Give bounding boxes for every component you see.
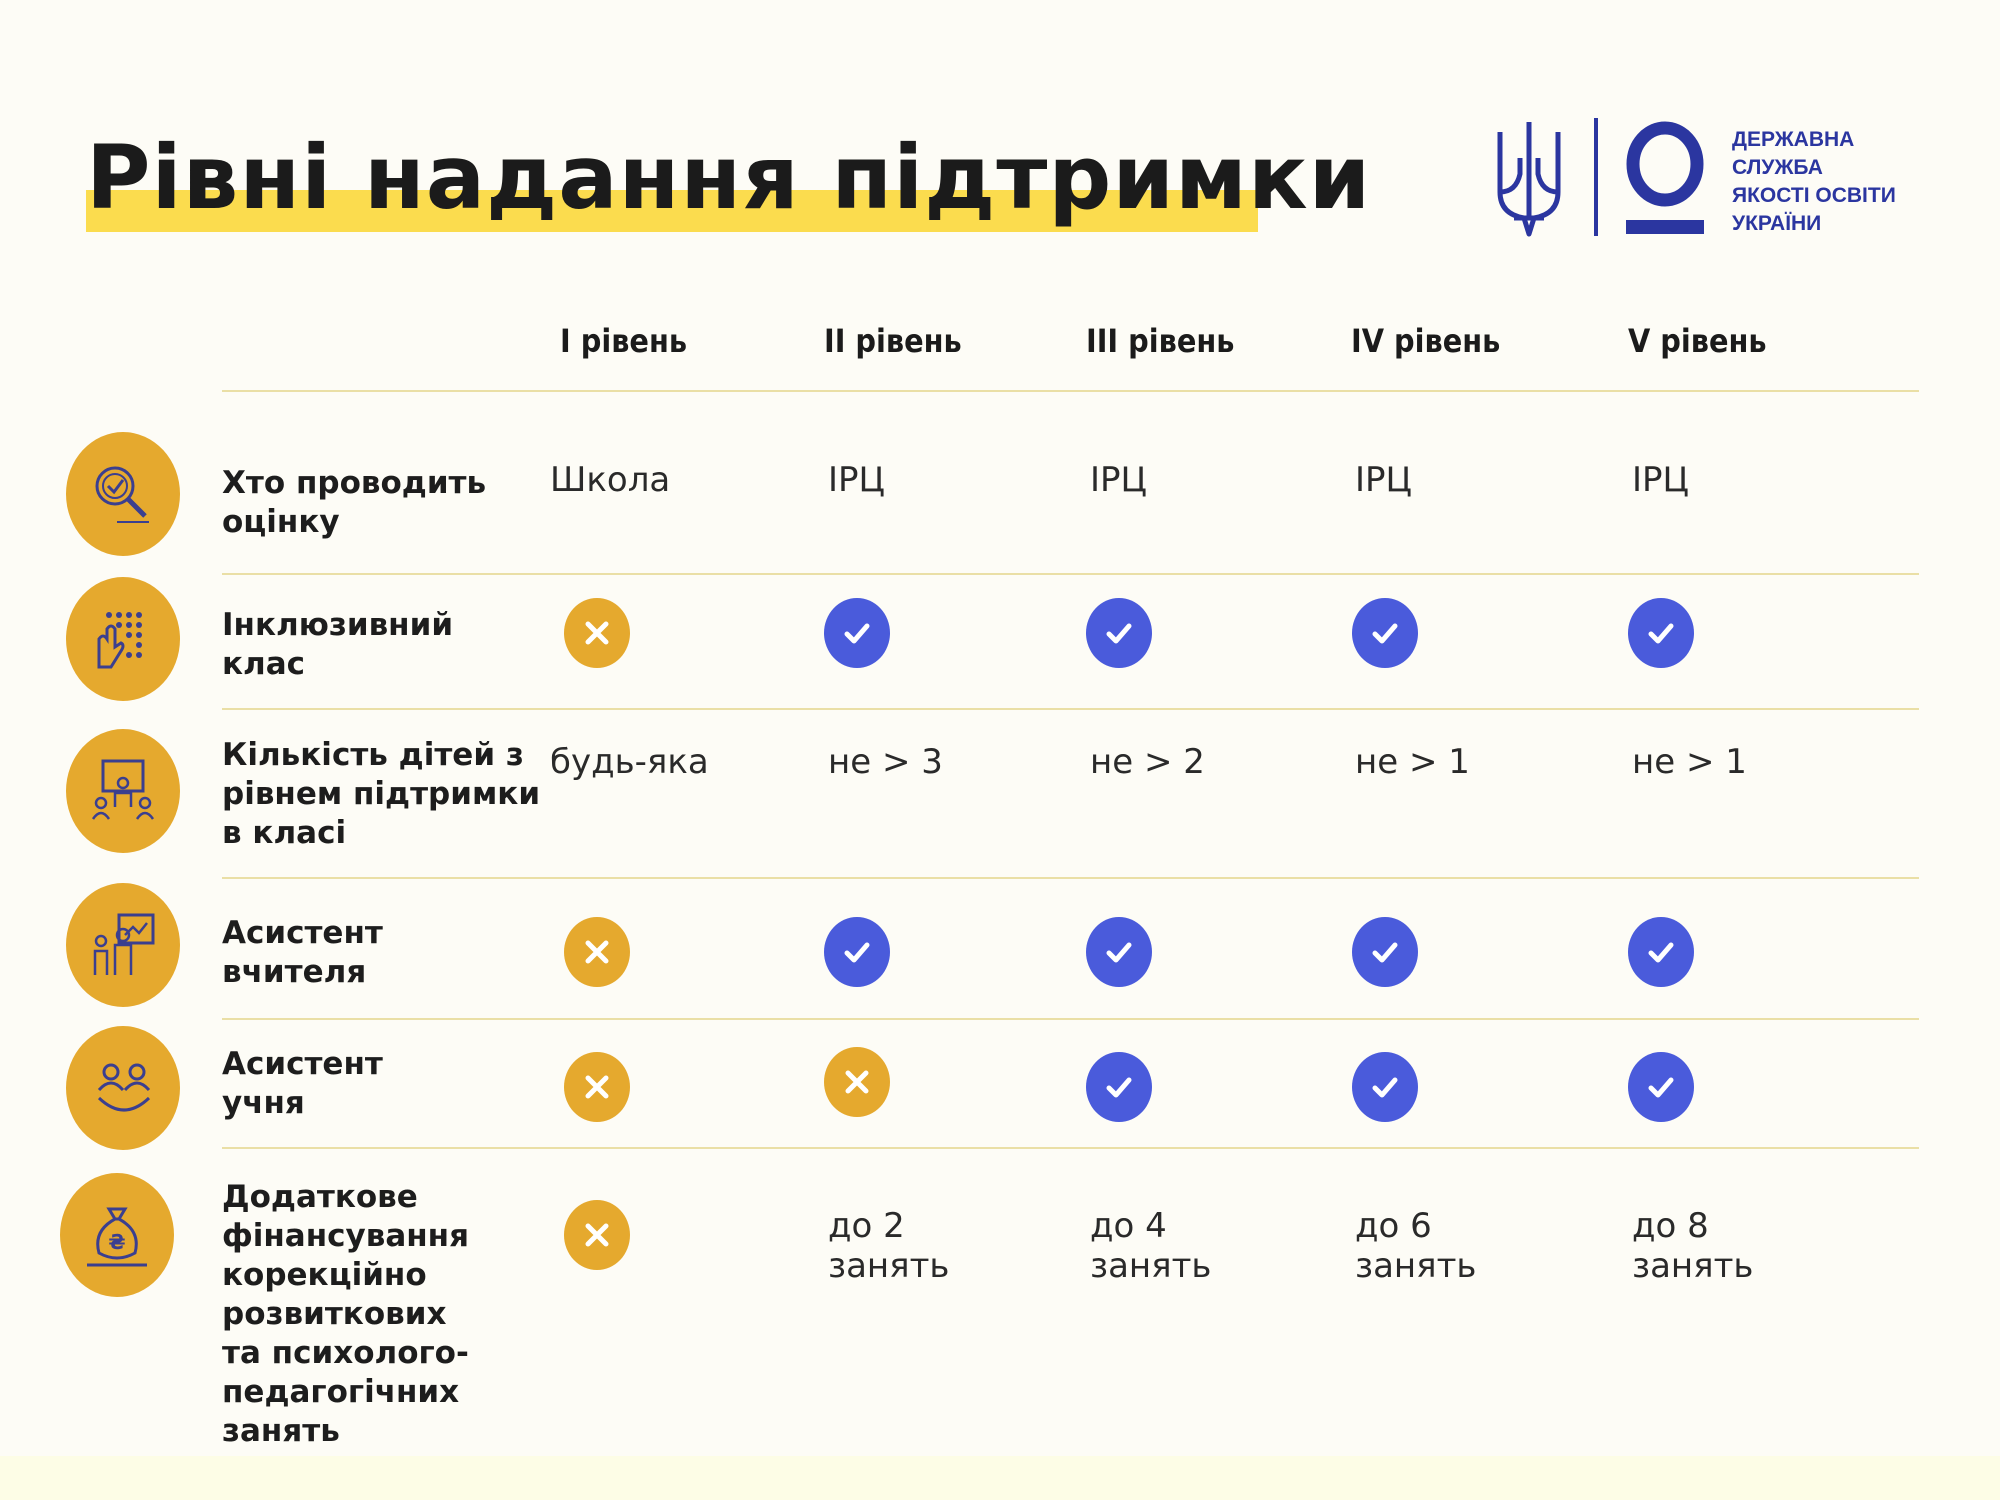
row-label-line: вчителя <box>222 954 367 990</box>
bottom-band <box>0 1456 2000 1500</box>
cell-value-line: будь-яка <box>550 742 709 782</box>
logo-text <box>1732 126 1932 238</box>
cell-value <box>828 742 943 782</box>
cell-value <box>1090 742 1205 782</box>
check-icon <box>824 917 890 987</box>
cross-icon <box>824 1047 890 1117</box>
cell-value-line: Школа <box>550 460 671 500</box>
cell-value-line: до 8 <box>1632 1206 1709 1246</box>
row-label <box>222 736 540 853</box>
trident-icon <box>1494 118 1564 240</box>
cell-value-line: не > 1 <box>1355 742 1470 782</box>
check-icon <box>1086 598 1152 668</box>
cell-value <box>1632 742 1747 782</box>
row-label-line: Асистент <box>222 1046 383 1082</box>
row-label-line: клас <box>222 646 306 682</box>
row-label-line: учня <box>222 1085 305 1121</box>
row-label <box>222 464 486 542</box>
check-icon <box>1352 598 1418 668</box>
row-label-line: фінансування <box>222 1218 470 1254</box>
row-icon-badge <box>66 883 180 1007</box>
two-people-icon <box>89 1054 157 1122</box>
row-icon-badge <box>60 1173 174 1297</box>
row-label-line: оцінку <box>222 504 340 540</box>
row-label <box>222 1178 469 1451</box>
cross-icon <box>564 917 630 987</box>
cell-value-line: не > 1 <box>1632 742 1747 782</box>
logo-divider <box>1594 118 1598 236</box>
cell-value-line: до 4 <box>1090 1206 1167 1246</box>
row-label-line: рівнем підтримки <box>222 776 541 812</box>
check-icon <box>1086 1052 1152 1122</box>
row-label-line: занять <box>222 1413 340 1449</box>
check-icon <box>1628 917 1694 987</box>
braille-hand-icon <box>89 605 157 673</box>
money-bag-icon <box>83 1201 151 1269</box>
row-label-line: Хто проводить <box>222 465 487 501</box>
title-block <box>86 118 1371 238</box>
check-icon <box>1352 1052 1418 1122</box>
cell-value <box>1632 460 1689 500</box>
row-label-line: Асистент <box>222 915 383 951</box>
cell-value <box>1355 742 1470 782</box>
row-icon-badge <box>66 577 180 701</box>
row-divider <box>222 1147 1919 1149</box>
row-label-line: розвиткових <box>222 1296 447 1332</box>
check-icon <box>1352 917 1418 987</box>
logo-line: СЛУЖБА <box>1732 156 1823 179</box>
teacher-board-icon <box>89 911 157 979</box>
row-label <box>222 1045 383 1123</box>
cell-value-line: до 6 <box>1355 1206 1432 1246</box>
cell-value-line: ІРЦ <box>828 460 885 500</box>
row-divider <box>222 1018 1919 1020</box>
row-label-line: корекційно <box>222 1257 427 1293</box>
column-header: I рівень <box>560 322 688 360</box>
cell-value-line: ІРЦ <box>1632 460 1689 500</box>
row-icon-badge <box>66 432 180 556</box>
cell-value-line: ІРЦ <box>1090 460 1147 500</box>
row-divider <box>222 877 1919 879</box>
row-label <box>222 914 383 992</box>
cell-value <box>550 742 709 782</box>
classroom-icon <box>89 757 157 825</box>
row-divider <box>222 573 1919 575</box>
logo-line: ЯКОСТІ ОСВІТИ <box>1732 184 1896 207</box>
svg-text:₴: ₴ <box>108 1230 126 1254</box>
row-label-line: педагогічних <box>222 1374 460 1410</box>
row-divider <box>222 390 1919 392</box>
cell-value-line: не > 2 <box>1090 742 1205 782</box>
cell-value-line: до 2 <box>828 1206 905 1246</box>
magnifier-check-icon <box>89 460 157 528</box>
cross-icon <box>564 1200 630 1270</box>
column-header: V рівень <box>1628 322 1767 360</box>
row-divider <box>222 708 1919 710</box>
cell-value <box>1632 1206 1753 1286</box>
logo-line: ДЕРЖАВНА <box>1732 128 1855 151</box>
row-label-line: Додаткове <box>222 1179 418 1215</box>
check-icon <box>1628 598 1694 668</box>
row-label <box>222 606 453 684</box>
row-icon-badge <box>66 1026 180 1150</box>
logo-line: УКРАЇНИ <box>1732 212 1822 235</box>
page-title: Рівні надання підтримки <box>86 126 1372 229</box>
cell-value-line: ІРЦ <box>1355 460 1412 500</box>
cell-value <box>550 460 670 500</box>
cross-icon <box>564 1052 630 1122</box>
check-icon <box>824 598 890 668</box>
cell-value <box>1355 460 1412 500</box>
cell-value <box>828 1206 949 1286</box>
check-icon <box>1628 1052 1694 1122</box>
cell-value-line: занять <box>1632 1246 1754 1286</box>
cross-icon <box>564 598 630 668</box>
cell-value-line: занять <box>1355 1246 1477 1286</box>
cell-value <box>1090 1206 1211 1286</box>
cell-value-line: занять <box>828 1246 950 1286</box>
row-label-line: в класі <box>222 815 347 851</box>
agency-logo <box>1494 112 1914 242</box>
cell-value-line: не > 3 <box>828 742 943 782</box>
row-icon-badge <box>66 729 180 853</box>
o-emblem-icon <box>1624 120 1706 238</box>
column-header: IV рівень <box>1351 322 1501 360</box>
cell-value <box>1355 1206 1476 1286</box>
cell-value <box>828 460 885 500</box>
column-header: III рівень <box>1086 322 1235 360</box>
cell-value-line: занять <box>1090 1246 1212 1286</box>
cell-value <box>1090 460 1147 500</box>
column-header: II рівень <box>824 322 962 360</box>
row-label-line: та психолого- <box>222 1335 469 1371</box>
row-label-line: Кількість дітей з <box>222 737 524 773</box>
check-icon <box>1086 917 1152 987</box>
row-label-line: Інклюзивний <box>222 607 454 643</box>
